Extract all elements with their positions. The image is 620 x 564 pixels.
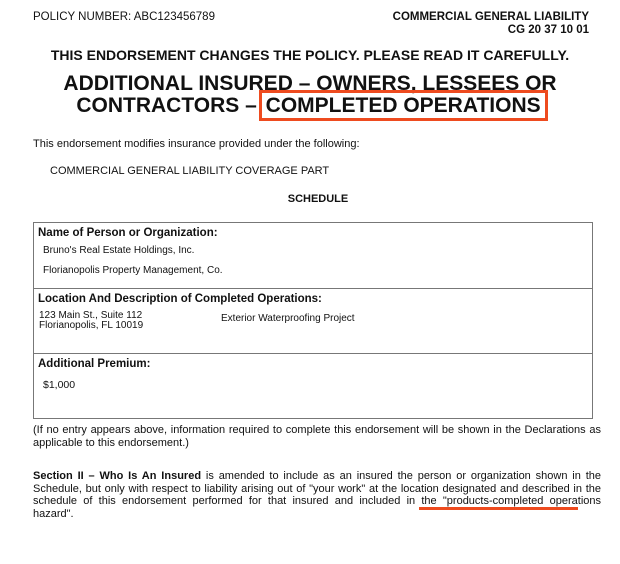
coverage-part: COMMERCIAL GENERAL LIABILITY COVERAGE PART bbox=[50, 165, 330, 177]
declarations-note: (If no entry appears above, information required to complete this endorsement will be shown in the Declarations as applicable to this endorsement.) bbox=[33, 424, 601, 449]
schedule-row-name bbox=[34, 223, 592, 289]
address-line-2: Florianopolis, FL 10019 bbox=[39, 320, 144, 331]
location-label: Location And Description of Completed Operations: bbox=[38, 293, 322, 305]
insured-name-2: Florianopolis Property Management, Co. bbox=[43, 265, 223, 276]
premium-label: Additional Premium: bbox=[38, 358, 151, 370]
title-line-1: ADDITIONAL INSURED – OWNERS, LESSEES OR bbox=[63, 72, 557, 95]
policy-number: POLICY NUMBER: ABC123456789 bbox=[33, 11, 215, 23]
section-ii-lead: Section II – Who Is An Insured bbox=[33, 470, 202, 482]
schedule-row-premium bbox=[34, 354, 592, 418]
section-ii-paragraph bbox=[33, 470, 601, 520]
title-line-2 bbox=[0, 95, 620, 117]
section-ii-text: is amended to include as an insured the person or organization shown in the Schedule, but only with respect to liability arising out of "your work" at the location designated and described in the schedule of this endorsement performed for that insured and included in the "products-completed operations hazard". bbox=[33, 470, 601, 520]
form-number: CG 20 37 10 01 bbox=[507, 24, 589, 36]
schedule-heading: SCHEDULE bbox=[287, 193, 349, 205]
name-label: Name of Person or Organization: bbox=[38, 227, 218, 239]
modifies-text: This endorsement modifies insurance provided under the following: bbox=[33, 138, 360, 150]
operation-description: Exterior Waterproofing Project bbox=[221, 313, 355, 324]
highlight-underline bbox=[419, 507, 578, 510]
title-line-2-prefix: CONTRACTORS – bbox=[76, 94, 263, 117]
insured-name-1: Bruno's Real Estate Holdings, Inc. bbox=[43, 245, 195, 256]
premium-value: $1,000 bbox=[43, 379, 76, 391]
endorsement-title bbox=[0, 73, 620, 117]
schedule-table bbox=[33, 222, 593, 419]
form-header bbox=[393, 11, 589, 37]
coverage-line: COMMERCIAL GENERAL LIABILITY bbox=[392, 11, 589, 23]
schedule-row-location bbox=[34, 289, 592, 354]
address-line-1: 123 Main St., Suite 112 bbox=[39, 310, 143, 321]
endorsement-notice: THIS ENDORSEMENT CHANGES THE POLICY. PLEASE READ IT CAREFULLY. bbox=[50, 47, 570, 63]
highlighted-completed-operations: COMPLETED OPERATIONS bbox=[263, 94, 544, 117]
